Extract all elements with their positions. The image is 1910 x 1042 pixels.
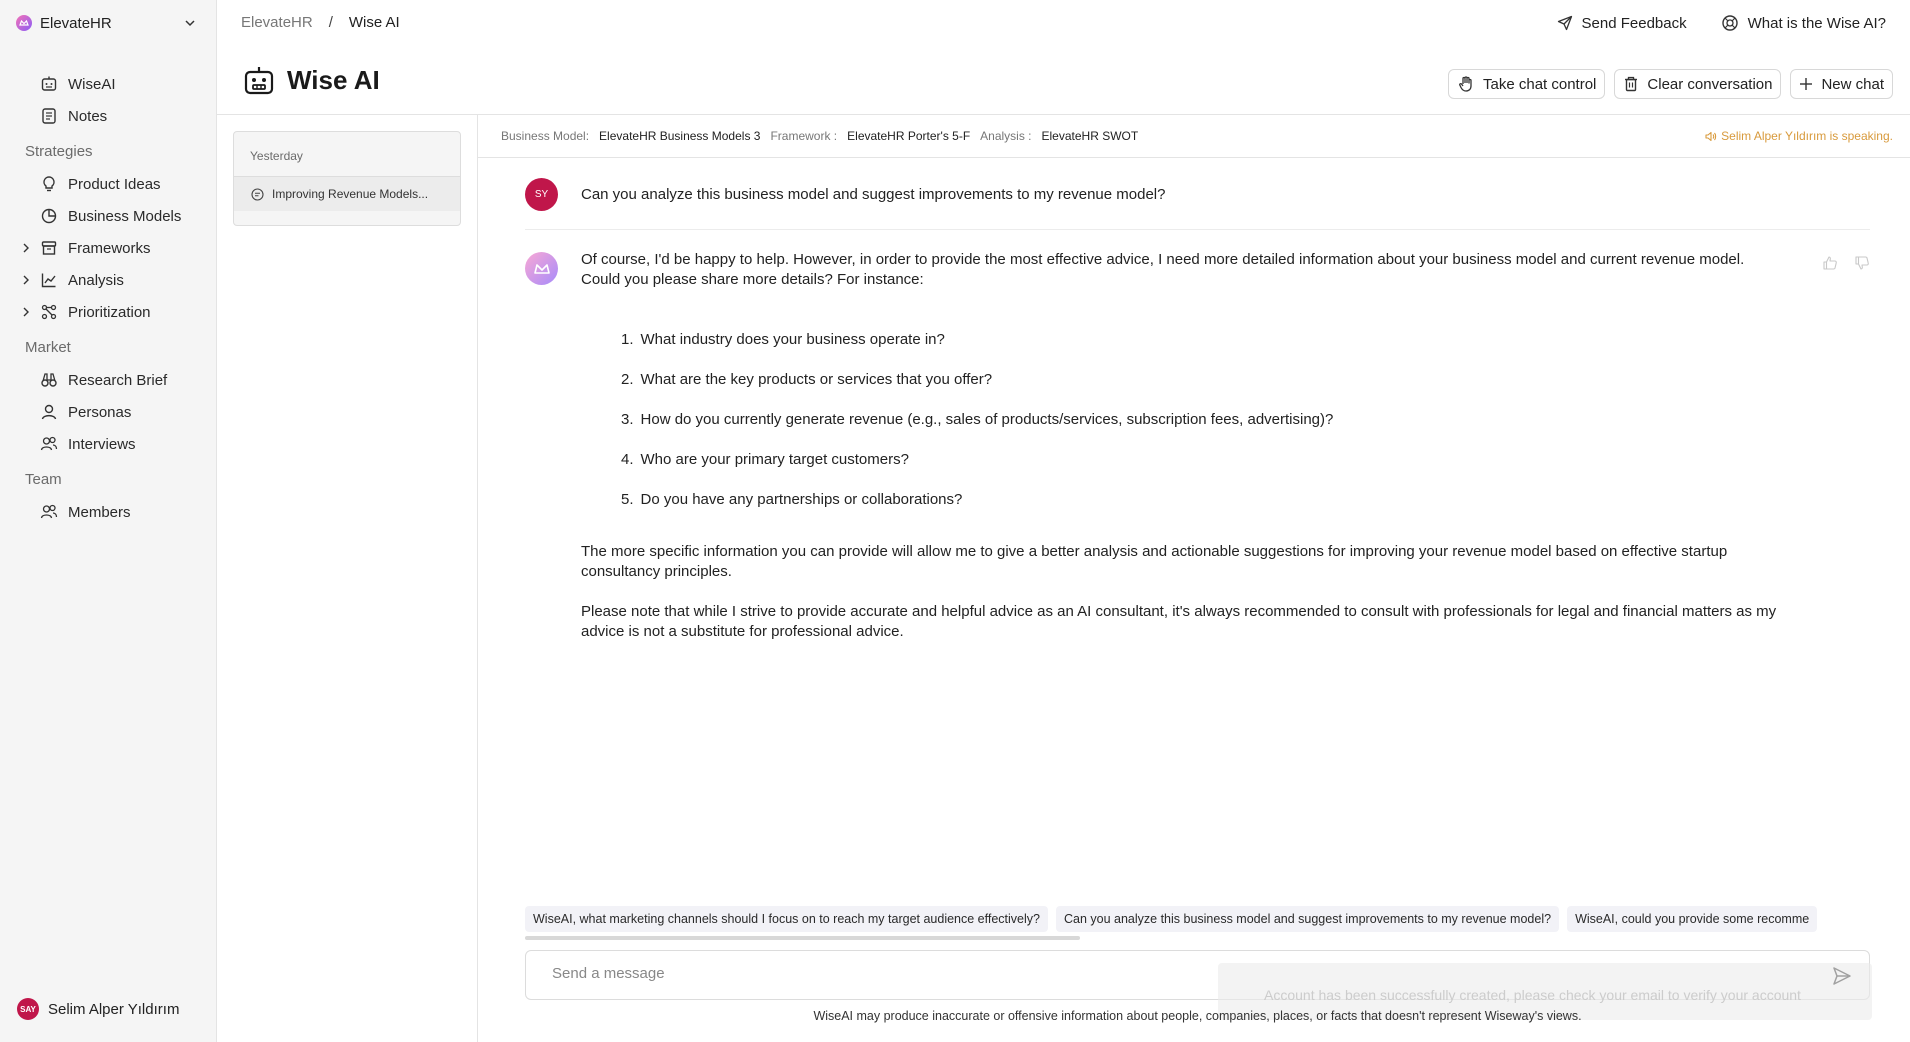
ai-intro: Of course, I'd be happy to help. However, in order to provide the most effective advice, I need more detailed information about your business model and current revenue model. Could you please share more details? For instance: <box>581 251 1745 288</box>
top-actions <box>1557 14 1886 32</box>
take-chat-control-label: Take chat control <box>1483 75 1597 93</box>
sidebar <box>0 0 217 1042</box>
workspace-name: ElevateHR <box>40 14 112 32</box>
what-is-wise-ai-button[interactable] <box>1721 14 1886 32</box>
help-icon <box>1721 14 1748 32</box>
history-conversation-title: Improving Revenue Models... <box>272 187 429 201</box>
list-item: 3. How do you currently generate revenue (e.g., sales of products/services, subscription fees, advertising)? <box>621 411 1334 428</box>
users-icon <box>40 435 58 453</box>
suggestion-chip[interactable]: Can you analyze this business model and suggest improvements to my revenue model? <box>1056 906 1559 932</box>
sidebar-item-label: Business Models <box>68 207 182 225</box>
thumbs-down-icon[interactable] <box>1854 255 1870 271</box>
breadcrumb-current: Wise AI <box>348 14 400 31</box>
page-title: Wise AI <box>287 64 380 95</box>
sidebar-item-label: Frameworks <box>68 239 151 257</box>
sidebar-item-business-models[interactable] <box>18 202 200 230</box>
send-feedback-label: Send Feedback <box>1581 14 1687 32</box>
breadcrumb <box>241 14 400 31</box>
sidebar-item-wiseai[interactable] <box>18 70 200 98</box>
workspace-logo-icon <box>16 15 32 31</box>
user-message-text: Can you analyze this business model and suggest improvements to my revenue model? <box>581 186 1166 203</box>
avatar: SAY <box>17 998 39 1020</box>
robot-icon <box>243 64 275 96</box>
lightbulb-icon <box>40 175 58 193</box>
sidebar-item-label: Members <box>68 503 131 521</box>
chevron-right-icon[interactable] <box>18 240 34 256</box>
sidebar-item-label: Personas <box>68 403 132 421</box>
chat-history-panel <box>217 115 478 1042</box>
nodes-icon <box>40 303 58 321</box>
business-model-key: Business Model: <box>501 129 590 143</box>
sidebar-item-label: Prioritization <box>68 303 151 321</box>
header-buttons <box>1448 69 1893 99</box>
sidebar-item-research-brief[interactable] <box>18 366 200 394</box>
chevron-down-icon <box>182 15 198 31</box>
suggestion-chip[interactable]: WiseAI, what marketing channels should I focus on to reach my target audience effectively? <box>525 906 1048 932</box>
framework-value: ElevateHR Porter's 5-F <box>847 129 971 143</box>
user-message <box>525 178 1870 230</box>
sidebar-item-label: Analysis <box>68 271 124 289</box>
plus-icon <box>1799 77 1821 91</box>
framework-key: Framework : <box>770 129 838 143</box>
speaker-icon <box>1704 130 1721 143</box>
context-bar <box>478 115 1910 158</box>
thumbs-up-icon[interactable] <box>1822 255 1838 271</box>
analysis-key: Analysis : <box>980 129 1032 143</box>
workspace-switcher[interactable] <box>16 12 198 34</box>
message-feedback <box>1822 255 1870 271</box>
send-feedback-button[interactable] <box>1557 14 1687 32</box>
disclaimer: WiseAI may produce inaccurate or offensive information about people, companies, places, or facts that doesn't represent Wiseway's views. <box>813 1009 1582 1023</box>
breadcrumb-separator: / <box>328 14 333 31</box>
list-item: 4. Who are your primary target customers? <box>621 451 909 468</box>
binoculars-icon <box>40 371 58 389</box>
sidebar-item-members[interactable] <box>18 498 200 526</box>
line-chart-icon <box>40 271 58 289</box>
user-profile[interactable] <box>17 997 179 1021</box>
list-item: 2. What are the key products or services that you offer? <box>621 371 993 388</box>
user-name: Selim Alper Yıldırım <box>48 1000 180 1018</box>
history-group <box>233 131 461 226</box>
analysis-value: ElevateHR SWOT <box>1041 129 1139 143</box>
section-label-strategies: Strategies <box>25 143 93 160</box>
ai-avatar-icon <box>525 252 558 285</box>
sidebar-item-notes[interactable] <box>18 102 200 130</box>
chat-bubble-icon <box>251 188 272 201</box>
suggestion-chips <box>525 906 1870 932</box>
list-item: 5. Do you have any partnerships or collaborations? <box>621 491 963 508</box>
suggestions-scrollbar[interactable] <box>525 936 1080 940</box>
sidebar-item-interviews[interactable] <box>18 430 200 458</box>
sidebar-item-label: WiseAI <box>68 75 116 93</box>
sidebar-item-label: Interviews <box>68 435 136 453</box>
pie-chart-icon <box>40 207 58 225</box>
new-chat-label: New chat <box>1821 75 1884 93</box>
ai-message-body <box>581 250 1781 642</box>
section-label-market: Market <box>25 339 71 356</box>
sidebar-item-personas[interactable] <box>18 398 200 426</box>
user-icon <box>40 403 58 421</box>
toast-notification: Account has been successfully created, please check your email to verify your account <box>1218 963 1872 1020</box>
list-item: 1. What industry does your business operate in? <box>621 331 945 348</box>
clear-conversation-label: Clear conversation <box>1647 75 1773 93</box>
avatar: SY <box>525 178 558 211</box>
trash-icon <box>1623 76 1647 92</box>
section-label-team: Team <box>25 471 62 488</box>
users-icon <box>40 503 58 521</box>
sidebar-item-label: Notes <box>68 107 108 125</box>
chevron-right-icon[interactable] <box>18 272 34 288</box>
ai-paragraph: Please note that while I strive to provide accurate and helpful advice as an AI consultant, it's always recommended to consult with professionals for legal and financial matters as my advice is not a substitute for professional advice. <box>581 603 1777 640</box>
suggestion-chip[interactable]: WiseAI, could you provide some recomme <box>1567 906 1817 932</box>
chevron-right-icon[interactable] <box>18 304 34 320</box>
sidebar-item-label: Product Ideas <box>68 175 161 193</box>
new-chat-button[interactable] <box>1790 69 1893 99</box>
sidebar-item-frameworks[interactable] <box>18 234 200 262</box>
sidebar-item-label: Research Brief <box>68 371 168 389</box>
speaking-text: Selim Alper Yıldırım is speaking. <box>1721 129 1893 143</box>
ai-paragraph: The more specific information you can provide will allow me to give a better analysis and actionable suggestions for improving your revenue model based on effective startup consultancy principles. <box>581 543 1728 580</box>
ai-question-list <box>581 330 1781 510</box>
page-header <box>243 64 380 96</box>
send-icon <box>1557 15 1582 31</box>
take-chat-control-button[interactable] <box>1448 69 1605 99</box>
robot-icon <box>40 75 58 93</box>
sidebar-item-prioritization[interactable] <box>18 298 200 326</box>
history-day-label: Yesterday <box>250 149 303 163</box>
history-conversation-item[interactable] <box>234 177 460 211</box>
what-is-wise-ai-label: What is the Wise AI? <box>1747 14 1886 32</box>
notes-icon <box>40 107 58 125</box>
breadcrumb-root[interactable]: ElevateHR <box>241 14 313 31</box>
clear-conversation-button[interactable] <box>1614 69 1781 99</box>
archive-icon <box>40 239 58 257</box>
sidebar-item-product-ideas[interactable] <box>18 170 200 198</box>
sidebar-item-analysis[interactable] <box>18 266 200 294</box>
business-model-value: ElevateHR Business Models 3 <box>599 129 761 143</box>
hand-icon <box>1457 75 1483 93</box>
speaking-indicator <box>1704 129 1893 143</box>
